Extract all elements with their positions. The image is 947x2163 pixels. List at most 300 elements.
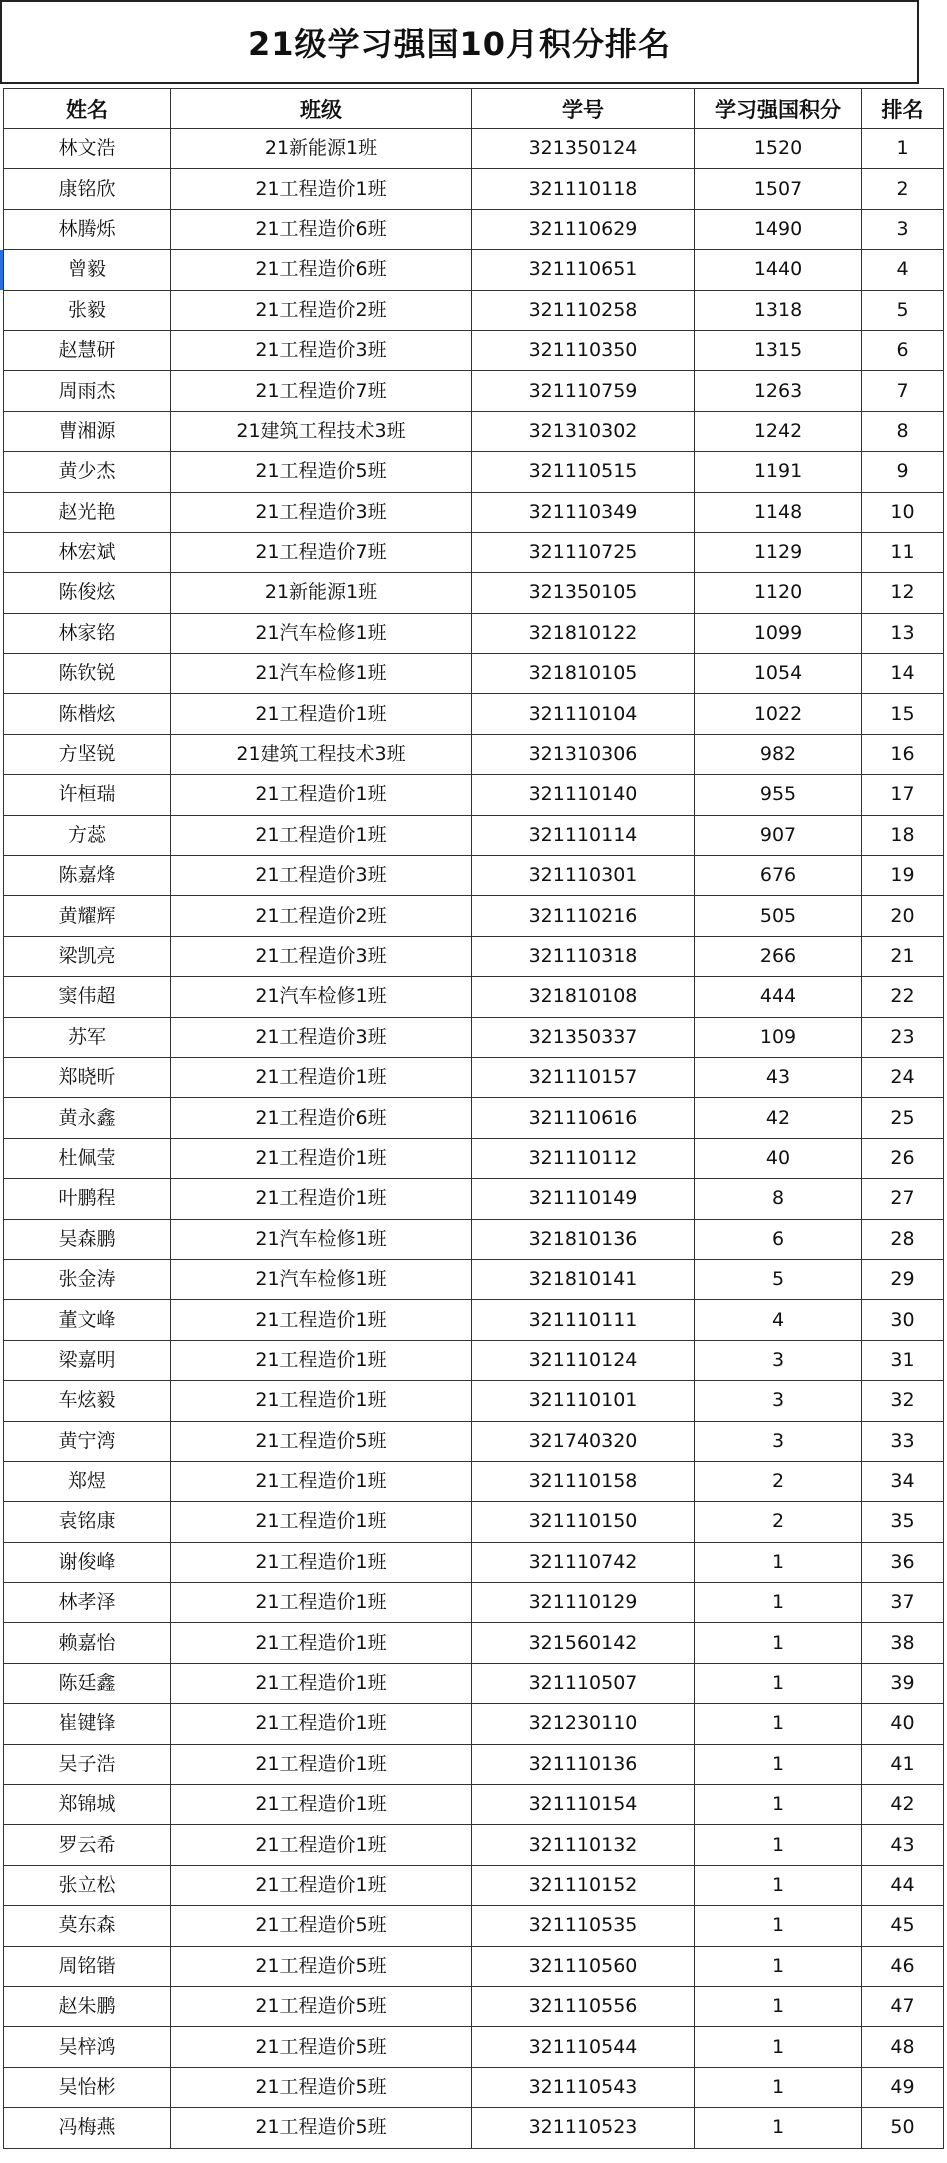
cell-student-id: 321110114 — [472, 815, 695, 855]
cell-score: 1440 — [695, 250, 862, 290]
cell-student-id: 321110101 — [472, 1381, 695, 1421]
cell-score: 1099 — [695, 613, 862, 653]
cell-rank: 19 — [862, 856, 944, 896]
cell-rank: 46 — [862, 1946, 944, 1986]
table-row — [4, 1502, 944, 1542]
table-row — [4, 1986, 944, 2026]
cell-rank: 1 — [862, 129, 944, 169]
table-row — [4, 1744, 944, 1784]
cell-score: 43 — [695, 1057, 862, 1097]
cell-rank: 37 — [862, 1583, 944, 1623]
cell-name: 窦伟超 — [4, 977, 171, 1017]
cell-class: 21工程造价1班 — [171, 815, 472, 855]
cell-name: 叶鹏程 — [4, 1179, 171, 1219]
cell-rank: 10 — [862, 492, 944, 532]
cell-class: 21工程造价7班 — [171, 371, 472, 411]
cell-name: 陈俊炫 — [4, 573, 171, 613]
column-header-name: 姓名 — [4, 89, 171, 129]
cell-score: 955 — [695, 775, 862, 815]
cell-rank: 9 — [862, 452, 944, 492]
table-row — [4, 815, 944, 855]
table-row — [4, 411, 944, 451]
cell-rank: 30 — [862, 1300, 944, 1340]
cell-name: 吴森鹏 — [4, 1219, 171, 1259]
cell-class: 21工程造价1班 — [171, 1381, 472, 1421]
cell-student-id: 321110725 — [472, 532, 695, 572]
cell-name: 郑锦城 — [4, 1785, 171, 1825]
cell-rank: 49 — [862, 2067, 944, 2107]
cell-rank: 38 — [862, 1623, 944, 1663]
cell-score: 1 — [695, 2108, 862, 2148]
cell-class: 21工程造价3班 — [171, 936, 472, 976]
cell-student-id: 321110154 — [472, 1785, 695, 1825]
cell-rank: 3 — [862, 209, 944, 249]
cell-student-id: 321110216 — [472, 896, 695, 936]
cell-class: 21工程造价5班 — [171, 1946, 472, 1986]
cell-score: 1242 — [695, 411, 862, 451]
table-row — [4, 1219, 944, 1259]
table-row — [4, 1704, 944, 1744]
cell-rank: 34 — [862, 1461, 944, 1501]
cell-name: 罗云希 — [4, 1825, 171, 1865]
cell-class: 21工程造价1班 — [171, 1865, 472, 1905]
cell-class: 21工程造价6班 — [171, 250, 472, 290]
cell-class: 21工程造价1班 — [171, 1340, 472, 1380]
table-row — [4, 1663, 944, 1703]
table-row — [4, 896, 944, 936]
table-row — [4, 2027, 944, 2067]
cell-student-id: 321110629 — [472, 209, 695, 249]
cell-rank: 20 — [862, 896, 944, 936]
cell-score: 42 — [695, 1098, 862, 1138]
cell-student-id: 321110111 — [472, 1300, 695, 1340]
cell-student-id: 321110132 — [472, 1825, 695, 1865]
cell-name: 周铭锴 — [4, 1946, 171, 1986]
cell-class: 21工程造价6班 — [171, 1098, 472, 1138]
cell-class: 21工程造价1班 — [171, 1179, 472, 1219]
cell-rank: 31 — [862, 1340, 944, 1380]
table-row — [4, 1057, 944, 1097]
table-row — [4, 492, 944, 532]
cell-name: 林孝泽 — [4, 1583, 171, 1623]
table-row — [4, 452, 944, 492]
cell-rank: 40 — [862, 1704, 944, 1744]
cell-name: 赵光艳 — [4, 492, 171, 532]
cell-student-id: 321810105 — [472, 654, 695, 694]
cell-rank: 25 — [862, 1098, 944, 1138]
cell-rank: 43 — [862, 1825, 944, 1865]
cell-name: 曾毅 — [4, 250, 171, 290]
cell-rank: 35 — [862, 1502, 944, 1542]
cell-class: 21工程造价1班 — [171, 1785, 472, 1825]
cell-student-id: 321110616 — [472, 1098, 695, 1138]
cell-name: 黄耀辉 — [4, 896, 171, 936]
cell-rank: 16 — [862, 734, 944, 774]
cell-student-id: 321310302 — [472, 411, 695, 451]
table-row — [4, 613, 944, 653]
cell-student-id: 321810141 — [472, 1259, 695, 1299]
cell-student-id: 321110759 — [472, 371, 695, 411]
table-row — [4, 1017, 944, 1057]
cell-score: 1129 — [695, 532, 862, 572]
cell-name: 林宏斌 — [4, 532, 171, 572]
table-row — [4, 129, 944, 169]
cell-student-id: 321110118 — [472, 169, 695, 209]
column-header-class: 班级 — [171, 89, 472, 129]
cell-rank: 14 — [862, 654, 944, 694]
cell-student-id: 321110556 — [472, 1986, 695, 2026]
cell-name: 冯梅燕 — [4, 2108, 171, 2148]
cell-rank: 15 — [862, 694, 944, 734]
cell-score: 1054 — [695, 654, 862, 694]
cell-rank: 50 — [862, 2108, 944, 2148]
table-row — [4, 1179, 944, 1219]
cell-name: 林文浩 — [4, 129, 171, 169]
cell-student-id: 321110318 — [472, 936, 695, 976]
table-row — [4, 694, 944, 734]
cell-name: 吴怡彬 — [4, 2067, 171, 2107]
cell-class: 21新能源1班 — [171, 573, 472, 613]
column-header-score: 学习强国积分 — [695, 89, 862, 129]
cell-name: 苏军 — [4, 1017, 171, 1057]
table-row — [4, 1461, 944, 1501]
cell-rank: 11 — [862, 532, 944, 572]
cell-class: 21工程造价1班 — [171, 1057, 472, 1097]
cell-rank: 4 — [862, 250, 944, 290]
cell-score: 3 — [695, 1421, 862, 1461]
cell-student-id: 321350337 — [472, 1017, 695, 1057]
cell-score: 1 — [695, 1542, 862, 1582]
cell-class: 21建筑工程技术3班 — [171, 411, 472, 451]
cell-student-id: 321110535 — [472, 1906, 695, 1946]
cell-name: 赵慧研 — [4, 330, 171, 370]
cell-name: 许桓瑞 — [4, 775, 171, 815]
cell-rank: 42 — [862, 1785, 944, 1825]
table-row — [4, 1583, 944, 1623]
table-row — [4, 1138, 944, 1178]
cell-score: 1490 — [695, 209, 862, 249]
cell-score: 1263 — [695, 371, 862, 411]
cell-score: 1 — [695, 1744, 862, 1784]
header-row — [4, 89, 944, 129]
cell-class: 21工程造价3班 — [171, 330, 472, 370]
table-row — [4, 573, 944, 613]
cell-rank: 36 — [862, 1542, 944, 1582]
cell-student-id: 321810108 — [472, 977, 695, 1017]
cell-class: 21工程造价1班 — [171, 1583, 472, 1623]
cell-student-id: 321310306 — [472, 734, 695, 774]
cell-rank: 6 — [862, 330, 944, 370]
cell-score: 1520 — [695, 129, 862, 169]
cell-name: 张金涛 — [4, 1259, 171, 1299]
cell-score: 2 — [695, 1502, 862, 1542]
cell-name: 曹湘源 — [4, 411, 171, 451]
cell-class: 21工程造价5班 — [171, 452, 472, 492]
cell-student-id: 321110523 — [472, 2108, 695, 2148]
cell-class: 21工程造价1班 — [171, 1663, 472, 1703]
cell-class: 21工程造价1班 — [171, 1825, 472, 1865]
table-row — [4, 2067, 944, 2107]
cell-name: 袁铭康 — [4, 1502, 171, 1542]
cell-score: 1507 — [695, 169, 862, 209]
cell-class: 21工程造价2班 — [171, 896, 472, 936]
cell-student-id: 321110515 — [472, 452, 695, 492]
table-row — [4, 775, 944, 815]
cell-score: 676 — [695, 856, 862, 896]
cell-score: 444 — [695, 977, 862, 1017]
cell-name: 方蕊 — [4, 815, 171, 855]
cell-student-id: 321810136 — [472, 1219, 695, 1259]
cell-student-id: 321110560 — [472, 1946, 695, 1986]
cell-score: 5 — [695, 1259, 862, 1299]
table-row — [4, 209, 944, 249]
cell-student-id: 321560142 — [472, 1623, 695, 1663]
cell-name: 方坚锐 — [4, 734, 171, 774]
page-title: 21级学习强国10月积分排名 — [0, 0, 919, 84]
cell-class: 21工程造价1班 — [171, 1704, 472, 1744]
cell-score: 3 — [695, 1340, 862, 1380]
table-row — [4, 371, 944, 411]
cell-student-id: 321110350 — [472, 330, 695, 370]
cell-rank: 41 — [862, 1744, 944, 1784]
cell-student-id: 321110150 — [472, 1502, 695, 1542]
table-row — [4, 654, 944, 694]
cell-class: 21工程造价5班 — [171, 1421, 472, 1461]
cell-rank: 45 — [862, 1906, 944, 1946]
cell-rank: 27 — [862, 1179, 944, 1219]
cell-class: 21工程造价7班 — [171, 532, 472, 572]
cell-student-id: 321110349 — [472, 492, 695, 532]
cell-student-id: 321110742 — [472, 1542, 695, 1582]
cell-score: 2 — [695, 1461, 862, 1501]
cell-rank: 44 — [862, 1865, 944, 1905]
table-row — [4, 1623, 944, 1663]
cell-name: 谢俊峰 — [4, 1542, 171, 1582]
table-row — [4, 1421, 944, 1461]
cell-class: 21建筑工程技术3班 — [171, 734, 472, 774]
cell-score: 907 — [695, 815, 862, 855]
cell-score: 1 — [695, 1583, 862, 1623]
cell-class: 21工程造价1班 — [171, 1542, 472, 1582]
table-row — [4, 1785, 944, 1825]
cell-name: 莫东森 — [4, 1906, 171, 1946]
cell-class: 21工程造价1班 — [171, 169, 472, 209]
cell-name: 郑煜 — [4, 1461, 171, 1501]
cell-student-id: 321110301 — [472, 856, 695, 896]
cell-name: 黄宁湾 — [4, 1421, 171, 1461]
table-row — [4, 936, 944, 976]
cell-score: 109 — [695, 1017, 862, 1057]
cell-score: 4 — [695, 1300, 862, 1340]
cell-score: 505 — [695, 896, 862, 936]
table-row — [4, 1381, 944, 1421]
cell-rank: 18 — [862, 815, 944, 855]
cell-class: 21工程造价1班 — [171, 1744, 472, 1784]
cell-class: 21工程造价5班 — [171, 2108, 472, 2148]
table-header — [4, 89, 944, 129]
cell-class: 21工程造价5班 — [171, 1906, 472, 1946]
cell-student-id: 321110544 — [472, 2027, 695, 2067]
cell-score: 1148 — [695, 492, 862, 532]
cell-score: 40 — [695, 1138, 862, 1178]
cell-score: 1191 — [695, 452, 862, 492]
cell-name: 周雨杰 — [4, 371, 171, 411]
cell-student-id: 321110157 — [472, 1057, 695, 1097]
cell-name: 梁凯亮 — [4, 936, 171, 976]
cell-rank: 8 — [862, 411, 944, 451]
cell-rank: 5 — [862, 290, 944, 330]
cell-name: 赵朱鹏 — [4, 1986, 171, 2026]
cell-rank: 23 — [862, 1017, 944, 1057]
cell-class: 21工程造价3班 — [171, 856, 472, 896]
cell-student-id: 321110543 — [472, 2067, 695, 2107]
table-row — [4, 1340, 944, 1380]
cell-name: 梁嘉明 — [4, 1340, 171, 1380]
table-body — [4, 129, 944, 2149]
cell-name: 杜佩莹 — [4, 1138, 171, 1178]
cell-name: 林腾烁 — [4, 209, 171, 249]
cell-score: 1 — [695, 1663, 862, 1703]
cell-rank: 22 — [862, 977, 944, 1017]
table-row — [4, 977, 944, 1017]
cell-score: 982 — [695, 734, 862, 774]
cell-rank: 17 — [862, 775, 944, 815]
cell-name: 康铭欣 — [4, 169, 171, 209]
cell-name: 陈楷炫 — [4, 694, 171, 734]
cell-name: 吴子浩 — [4, 1744, 171, 1784]
cell-score: 1 — [695, 1825, 862, 1865]
table-row — [4, 1259, 944, 1299]
cell-name: 郑晓昕 — [4, 1057, 171, 1097]
cell-student-id: 321230110 — [472, 1704, 695, 1744]
cell-class: 21汽车检修1班 — [171, 977, 472, 1017]
cell-name: 吴梓鸿 — [4, 2027, 171, 2067]
cell-name: 赖嘉怡 — [4, 1623, 171, 1663]
cell-name: 张立松 — [4, 1865, 171, 1905]
cell-class: 21汽车检修1班 — [171, 613, 472, 653]
cell-score: 1318 — [695, 290, 862, 330]
cell-name: 张毅 — [4, 290, 171, 330]
cell-student-id: 321110158 — [472, 1461, 695, 1501]
cell-score: 1 — [695, 1906, 862, 1946]
cell-score: 1022 — [695, 694, 862, 734]
cell-class: 21工程造价1班 — [171, 1461, 472, 1501]
cell-class: 21工程造价5班 — [171, 2067, 472, 2107]
table-row — [4, 1946, 944, 1986]
cell-class: 21汽车检修1班 — [171, 654, 472, 694]
table-row — [4, 734, 944, 774]
cell-score: 1315 — [695, 330, 862, 370]
cell-name: 陈廷鑫 — [4, 1663, 171, 1703]
table-row — [4, 532, 944, 572]
cell-class: 21工程造价1班 — [171, 1138, 472, 1178]
cell-score: 1 — [695, 1623, 862, 1663]
table-row — [4, 330, 944, 370]
cell-score: 6 — [695, 1219, 862, 1259]
cell-score: 3 — [695, 1381, 862, 1421]
cell-student-id: 321110140 — [472, 775, 695, 815]
cell-rank: 28 — [862, 1219, 944, 1259]
cell-class: 21工程造价5班 — [171, 1986, 472, 2026]
cell-score: 1 — [695, 1704, 862, 1744]
cell-student-id: 321110136 — [472, 1744, 695, 1784]
cell-class: 21汽车检修1班 — [171, 1219, 472, 1259]
cell-rank: 7 — [862, 371, 944, 411]
cell-student-id: 321110258 — [472, 290, 695, 330]
cell-rank: 2 — [862, 169, 944, 209]
cell-rank: 39 — [862, 1663, 944, 1703]
cell-score: 8 — [695, 1179, 862, 1219]
cell-student-id: 321110507 — [472, 1663, 695, 1703]
table-row — [4, 1098, 944, 1138]
table-row — [4, 250, 944, 290]
cell-rank: 33 — [862, 1421, 944, 1461]
cell-name: 林家铭 — [4, 613, 171, 653]
cell-student-id: 321110129 — [472, 1583, 695, 1623]
cell-class: 21工程造价1班 — [171, 1300, 472, 1340]
cell-student-id: 321740320 — [472, 1421, 695, 1461]
cell-student-id: 321110651 — [472, 250, 695, 290]
cell-rank: 32 — [862, 1381, 944, 1421]
cell-class: 21工程造价3班 — [171, 492, 472, 532]
cell-name: 陈钦锐 — [4, 654, 171, 694]
cell-name: 崔键锋 — [4, 1704, 171, 1744]
ranking-table — [3, 88, 944, 2149]
cell-student-id: 321350105 — [472, 573, 695, 613]
cell-class: 21工程造价1班 — [171, 775, 472, 815]
cell-class: 21新能源1班 — [171, 129, 472, 169]
table-row — [4, 1865, 944, 1905]
table-row — [4, 1825, 944, 1865]
table-row — [4, 290, 944, 330]
table-row — [4, 1906, 944, 1946]
cell-class: 21工程造价2班 — [171, 290, 472, 330]
cell-score: 1 — [695, 2027, 862, 2067]
cell-class: 21工程造价6班 — [171, 209, 472, 249]
cell-rank: 21 — [862, 936, 944, 976]
cell-score: 1120 — [695, 573, 862, 613]
cell-name: 车炫毅 — [4, 1381, 171, 1421]
cell-rank: 13 — [862, 613, 944, 653]
cell-student-id: 321110104 — [472, 694, 695, 734]
table-row — [4, 169, 944, 209]
column-header-rank: 排名 — [862, 89, 944, 129]
cell-student-id: 321110112 — [472, 1138, 695, 1178]
cell-class: 21工程造价1班 — [171, 1502, 472, 1542]
cell-rank: 48 — [862, 2027, 944, 2067]
table-row — [4, 2108, 944, 2148]
cell-score: 1 — [695, 1865, 862, 1905]
cell-student-id: 321110149 — [472, 1179, 695, 1219]
cell-rank: 47 — [862, 1986, 944, 2026]
cell-name: 黄永鑫 — [4, 1098, 171, 1138]
cell-student-id: 321110152 — [472, 1865, 695, 1905]
cell-score: 1 — [695, 2067, 862, 2107]
table-row — [4, 856, 944, 896]
cell-score: 266 — [695, 936, 862, 976]
cell-name: 董文峰 — [4, 1300, 171, 1340]
cell-class: 21工程造价1班 — [171, 1623, 472, 1663]
cell-name: 黄少杰 — [4, 452, 171, 492]
column-header-student-id: 学号 — [472, 89, 695, 129]
cell-student-id: 321350124 — [472, 129, 695, 169]
cell-class: 21工程造价5班 — [171, 2027, 472, 2067]
cell-class: 21工程造价1班 — [171, 694, 472, 734]
cell-student-id: 321810122 — [472, 613, 695, 653]
cell-rank: 12 — [862, 573, 944, 613]
cell-student-id: 321110124 — [472, 1340, 695, 1380]
cell-name: 陈嘉烽 — [4, 856, 171, 896]
